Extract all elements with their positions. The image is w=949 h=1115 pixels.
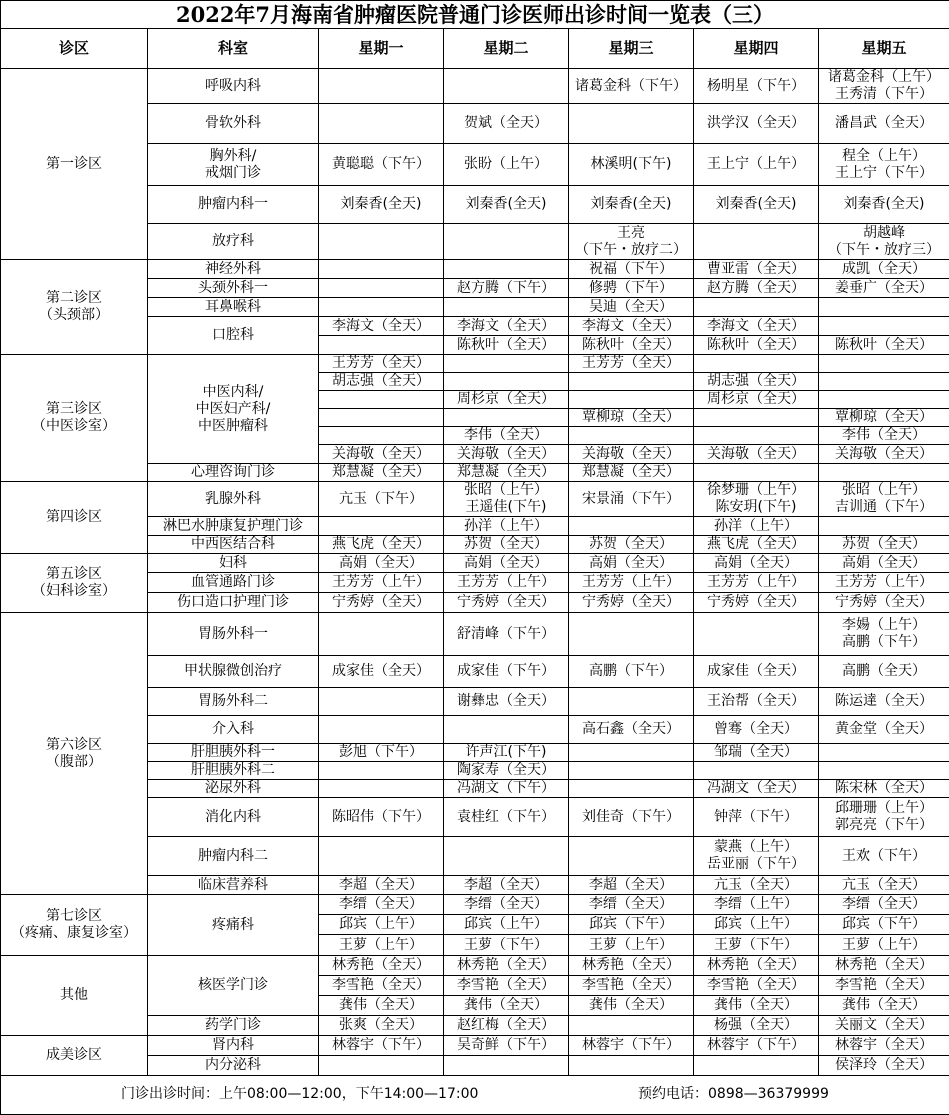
schedule-cell-mon: 林蓉宇（下午） (319, 1036, 444, 1056)
schedule-cell-fri: 关丽文（全天） (819, 1016, 949, 1036)
schedule-cell-mon: 王芳芳（上午） (319, 573, 444, 593)
schedule-cell-thu: 邱宾（上午） (694, 915, 819, 935)
dept-cell: 疼痛科 (148, 895, 319, 956)
dept-cell: 药学门诊 (148, 1016, 319, 1036)
schedule-cell-wed: 高鹏（下午） (569, 656, 694, 688)
schedule-cell-thu: 周杉京（全天） (694, 391, 819, 409)
table-row (1, 355, 949, 373)
schedule-cell-mon (319, 837, 444, 876)
schedule-cell-fri: 高鹏（全天） (819, 656, 949, 688)
schedule-cell-wed: 诸葛金科（下午） (569, 69, 694, 104)
table-row (1, 956, 949, 976)
table-row (1, 69, 949, 104)
schedule-cell-wed (569, 1056, 694, 1076)
dept-cell: 乳腺外科 (148, 482, 319, 517)
schedule-cell-fri: 李婸（上午） 高鹏（下午） (819, 613, 949, 656)
schedule-cell-mon: 成家佳（全天） (319, 656, 444, 688)
dept-cell: 骨软外科 (148, 104, 319, 144)
schedule-cell-fri (819, 373, 949, 391)
schedule-cell-tue: 谢彝忠（全天） (444, 688, 569, 716)
schedule-cell-mon (319, 409, 444, 427)
schedule-cell-wed: 李超（全天） (569, 876, 694, 895)
schedule-cell-fri: 姜垂广（全天） (819, 279, 949, 298)
schedule-cell-wed (569, 517, 694, 536)
header-dept: 科室 (148, 29, 319, 69)
zone-cell: 成美诊区 (1, 1036, 148, 1076)
schedule-cell-fri: 黄金堂（全天） (819, 716, 949, 744)
footer-row (1, 1076, 949, 1115)
schedule-cell-thu (694, 355, 819, 373)
dept-cell: 口腔科 (148, 317, 319, 355)
dept-cell: 甲状腺微创治疗 (148, 656, 319, 688)
schedule-cell-thu: 高娟（全天） (694, 554, 819, 573)
schedule-cell-wed: 龚伟（全天） (569, 996, 694, 1016)
schedule-cell-mon: 林秀艳（全天） (319, 956, 444, 976)
schedule-cell-thu: 刘秦香(全天) (694, 186, 819, 224)
schedule-cell-wed: 邱宾（下午） (569, 915, 694, 935)
zone-cell: 第三诊区 （中医诊室） (1, 355, 148, 482)
schedule-cell-tue: 李雪艳（全天） (444, 976, 569, 996)
schedule-cell-mon: 郑慧凝（全天） (319, 464, 444, 482)
schedule-cell-wed (569, 688, 694, 716)
dept-cell: 肿瘤内科一 (148, 186, 319, 224)
dept-cell: 胸外科/ 戒烟门诊 (148, 144, 319, 186)
schedule-cell-wed: 吴迪（全天） (569, 298, 694, 317)
header-day-tue: 星期二 (444, 29, 569, 69)
schedule-cell-fri: 程全（上午） 王上宁（下午） (819, 144, 949, 186)
schedule-cell-mon: 李雪艳（全天） (319, 976, 444, 996)
schedule-cell-mon: 王萝（上午） (319, 935, 444, 956)
schedule-cell-fri: 张昭（上午） 吉训通（下午） (819, 482, 949, 517)
schedule-cell-wed: 覃柳琼（全天） (569, 409, 694, 427)
zone-cell: 第五诊区 （妇科诊室） (1, 554, 148, 613)
dept-cell: 临床营养科 (148, 876, 319, 895)
schedule-cell-mon (319, 517, 444, 536)
schedule-cell-fri: 林秀艳（全天） (819, 956, 949, 976)
schedule-cell-tue (444, 224, 569, 260)
schedule-cell-tue: 许声江(下午) (444, 744, 569, 762)
schedule-cell-tue: 舒清峰（下午） (444, 613, 569, 656)
schedule-cell-wed (569, 427, 694, 445)
dept-cell: 中医内科/ 中医妇产科/ 中医肿瘤科 (148, 355, 319, 464)
schedule-cell-fri: 李雪艳（全天） (819, 976, 949, 996)
schedule-cell-tue: 邱宾（上午） (444, 915, 569, 935)
schedule-cell-thu: 邹瑞（全天） (694, 744, 819, 762)
table-row (1, 613, 949, 656)
schedule-cell-tue: 郑慧凝（全天） (444, 464, 569, 482)
schedule-cell-thu: 林蓉宇（下午） (694, 1036, 819, 1056)
schedule-cell-tue (444, 837, 569, 876)
zone-cell: 第七诊区 （疼痛、康复诊室） (1, 895, 148, 956)
schedule-cell-thu: 成家佳（全天） (694, 656, 819, 688)
schedule-cell-mon (319, 69, 444, 104)
schedule-cell-mon: 王芳芳（全天） (319, 355, 444, 373)
schedule-cell-wed: 王亮 （下午・放疗二） (569, 224, 694, 260)
schedule-cell-tue (444, 260, 569, 279)
schedule-cell-tue: 李伟（全天） (444, 427, 569, 445)
schedule-cell-thu (694, 224, 819, 260)
schedule-cell-mon: 张爽（全天） (319, 1016, 444, 1036)
schedule-cell-wed: 刘佳奇（下午） (569, 798, 694, 837)
schedule-cell-thu (694, 409, 819, 427)
title-row (1, 1, 949, 29)
dept-cell: 心理咨询门诊 (148, 464, 319, 482)
schedule-cell-tue: 贺斌（全天） (444, 104, 569, 144)
schedule-cell-wed: 李缙（全天） (569, 895, 694, 915)
schedule-cell-wed (569, 1016, 694, 1036)
zone-cell: 第六诊区 （腹部） (1, 613, 148, 895)
schedule-cell-tue: 关海敬（全天） (444, 445, 569, 464)
schedule-cell-mon: 陈昭伟（下午） (319, 798, 444, 837)
clinic-hours: 门诊出诊时间：上午08:00—12:00，下午14:00—17:00 (121, 1086, 479, 1102)
schedule-cell-thu: 燕飞虎（全天） (694, 536, 819, 554)
schedule-cell-tue (444, 716, 569, 744)
schedule-cell-thu: 李缙（上午） (694, 895, 819, 915)
dept-cell: 中西医结合科 (148, 536, 319, 554)
schedule-cell-tue: 周杉京（全天） (444, 391, 569, 409)
schedule-cell-fri: 关海敬（全天） (819, 445, 949, 464)
schedule-cell-wed (569, 391, 694, 409)
schedule-cell-fri: 林蓉宇（全天） (819, 1036, 949, 1056)
schedule-cell-wed: 王芳芳（全天） (569, 355, 694, 373)
dept-cell: 核医学门诊 (148, 956, 319, 1016)
header-day-thu: 星期四 (694, 29, 819, 69)
schedule-cell-wed (569, 744, 694, 762)
schedule-cell-thu: 杨强（全天） (694, 1016, 819, 1036)
zone-cell: 其他 (1, 956, 148, 1036)
schedule-cell-thu: 王上宁（上午） (694, 144, 819, 186)
schedule-cell-tue: 李缙（全天） (444, 895, 569, 915)
schedule-cell-thu: 钟萍（下午） (694, 798, 819, 837)
schedule-cell-mon: 燕飞虎（全天） (319, 536, 444, 554)
schedule-cell-mon (319, 104, 444, 144)
schedule-cell-thu: 李雪艳（全天） (694, 976, 819, 996)
schedule-cell-mon: 高娟（全天） (319, 554, 444, 573)
schedule-cell-wed: 祝福（下午） (569, 260, 694, 279)
schedule-cell-thu (694, 1056, 819, 1076)
schedule-cell-fri: 亢玉（全天） (819, 876, 949, 895)
schedule-cell-wed (569, 613, 694, 656)
schedule-cell-wed: 王萝（上午） (569, 935, 694, 956)
schedule-cell-mon (319, 716, 444, 744)
schedule-cell-thu: 李海文（全天） (694, 317, 819, 336)
dept-cell: 肝胆胰外科二 (148, 762, 319, 780)
schedule-cell-fri: 陈秋叶（全天） (819, 336, 949, 355)
schedule-cell-tue: 张昭（上午） 王遥佳(下午) (444, 482, 569, 517)
schedule-cell-tue: 苏贺（全天） (444, 536, 569, 554)
schedule-cell-thu: 赵方腾（全天） (694, 279, 819, 298)
schedule-cell-thu: 林秀艳（全天） (694, 956, 819, 976)
schedule-cell-mon: 龚伟（全天） (319, 996, 444, 1016)
schedule-cell-wed: 林蓉宇（下午） (569, 1036, 694, 1056)
page-title: 2022年7月海南省肿瘤医院普通门诊医师出诊时间一览表（三） (1, 1, 949, 29)
schedule-cell-tue: 李超（全天） (444, 876, 569, 895)
dept-cell: 内分泌科 (148, 1056, 319, 1076)
schedule-cell-thu: 宁秀婷（全天） (694, 593, 819, 613)
zone-cell: 第四诊区 (1, 482, 148, 554)
schedule-cell-thu: 杨明星（下午） (694, 69, 819, 104)
schedule-cell-mon: 邱宾（上午） (319, 915, 444, 935)
schedule-cell-mon (319, 688, 444, 716)
schedule-cell-fri: 诸葛金科（上午） 王秀清（下午） (819, 69, 949, 104)
table-row (1, 895, 949, 915)
schedule-cell-thu: 王萝（下午） (694, 935, 819, 956)
schedule-cell-thu: 王治帮（全天） (694, 688, 819, 716)
schedule-cell-mon (319, 260, 444, 279)
schedule-cell-fri (819, 762, 949, 780)
schedule-cell-mon (319, 762, 444, 780)
schedule-cell-wed: 宋景涌（下午） (569, 482, 694, 517)
schedule-cell-mon: 亢玉（下午） (319, 482, 444, 517)
schedule-cell-thu: 陈秋叶（全天） (694, 336, 819, 355)
schedule-cell-wed: 王芳芳（上午） (569, 573, 694, 593)
schedule-cell-wed: 李雪艳（全天） (569, 976, 694, 996)
schedule-cell-tue: 李海文（全天） (444, 317, 569, 336)
schedule-cell-fri: 邱宾（下午） (819, 915, 949, 935)
header-row (1, 29, 949, 69)
schedule-cell-thu: 徐梦珊（上午） 陈安玥(下午) (694, 482, 819, 517)
schedule-cell-fri (819, 744, 949, 762)
schedule-cell-thu: 孙洋（上午） (694, 517, 819, 536)
schedule-cell-wed (569, 373, 694, 391)
dept-cell: 放疗科 (148, 224, 319, 260)
table-row (1, 260, 949, 279)
schedule-cell-fri: 李缙（全天） (819, 895, 949, 915)
schedule-cell-tue: 高娟（全天） (444, 554, 569, 573)
schedule-cell-mon: 彭旭（下午） (319, 744, 444, 762)
booking-phone: 预约电话：0898—36379999 (638, 1086, 829, 1102)
header-day-fri: 星期五 (819, 29, 949, 69)
dept-cell: 肿瘤内科二 (148, 837, 319, 876)
schedule-cell-wed: 苏贺（全天） (569, 536, 694, 554)
schedule-cell-wed: 修骋（下午） (569, 279, 694, 298)
schedule-cell-thu (694, 464, 819, 482)
schedule-cell-tue: 王萝（下午） (444, 935, 569, 956)
table-row (1, 554, 949, 573)
header-day-mon: 星期一 (319, 29, 444, 69)
schedule-cell-fri: 李伟（全天） (819, 427, 949, 445)
schedule-cell-fri (819, 464, 949, 482)
dept-cell: 伤口造口护理门诊 (148, 593, 319, 613)
schedule-cell-fri (819, 355, 949, 373)
schedule-cell-mon: 李超（全天） (319, 876, 444, 895)
schedule-cell-thu: 曹亚雷（全天） (694, 260, 819, 279)
schedule-cell-thu (694, 298, 819, 317)
dept-cell: 淋巴水肿康复护理门诊 (148, 517, 319, 536)
schedule-cell-wed: 林秀艳（全天） (569, 956, 694, 976)
zone-cell: 第二诊区 （头颈部） (1, 260, 148, 355)
schedule-cell-tue: 成家佳（下午） (444, 656, 569, 688)
schedule-cell-wed: 林溪明(下午) (569, 144, 694, 186)
schedule-cell-fri: 苏贺（全天） (819, 536, 949, 554)
schedule-cell-tue (444, 409, 569, 427)
schedule-cell-mon: 关海敬（全天） (319, 445, 444, 464)
schedule-body (1, 69, 949, 1076)
table-row (1, 1036, 949, 1056)
schedule-cell-mon (319, 427, 444, 445)
schedule-cell-thu: 王芳芳（上午） (694, 573, 819, 593)
schedule-cell-wed: 宁秀婷（全天） (569, 593, 694, 613)
schedule-cell-thu (694, 613, 819, 656)
schedule-cell-wed: 刘秦香(全天) (569, 186, 694, 224)
schedule-cell-wed: 高娟（全天） (569, 554, 694, 573)
schedule-cell-tue (444, 373, 569, 391)
schedule-cell-wed (569, 762, 694, 780)
schedule-cell-mon (319, 279, 444, 298)
schedule-cell-fri (819, 517, 949, 536)
schedule-cell-tue: 冯湖文（下午） (444, 780, 569, 798)
schedule-cell-fri: 潘昌武（全天） (819, 104, 949, 144)
schedule-cell-fri: 王萝（上午） (819, 935, 949, 956)
dept-cell: 神经外科 (148, 260, 319, 279)
schedule-cell-thu: 胡志强（全天） (694, 373, 819, 391)
dept-cell: 妇科 (148, 554, 319, 573)
schedule-cell-tue: 宁秀婷（全天） (444, 593, 569, 613)
schedule-cell-mon (319, 613, 444, 656)
dept-cell: 血管通路门诊 (148, 573, 319, 593)
schedule-cell-fri: 成凯（全天） (819, 260, 949, 279)
dept-cell: 头颈外科一 (148, 279, 319, 298)
schedule-cell-fri (819, 391, 949, 409)
schedule-cell-tue: 赵红梅（全天） (444, 1016, 569, 1036)
schedule-cell-fri: 陈运達（全天） (819, 688, 949, 716)
schedule-cell-thu: 曾骞（全天） (694, 716, 819, 744)
schedule-cell-fri: 陈宋林（全天） (819, 780, 949, 798)
schedule-cell-fri: 高娟（全天） (819, 554, 949, 573)
footer (1, 1076, 949, 1115)
schedule-cell-tue (444, 69, 569, 104)
schedule-cell-thu: 洪学汉（全天） (694, 104, 819, 144)
schedule-cell-fri (819, 317, 949, 336)
schedule-cell-fri (819, 298, 949, 317)
schedule-cell-mon (319, 336, 444, 355)
dept-cell: 呼吸内科 (148, 69, 319, 104)
schedule-cell-mon: 黄聪聪（下午） (319, 144, 444, 186)
schedule-cell-mon: 李海文（全天） (319, 317, 444, 336)
schedule-cell-tue: 袁桂红（下午） (444, 798, 569, 837)
schedule-cell-tue: 林秀艳（全天） (444, 956, 569, 976)
schedule-cell-mon (319, 1056, 444, 1076)
schedule-cell-tue: 陶家寿（全天） (444, 762, 569, 780)
schedule-cell-fri: 龚伟（全天） (819, 996, 949, 1016)
schedule-cell-mon: 宁秀婷（全天） (319, 593, 444, 613)
schedule-cell-fri: 王欢（下午） (819, 837, 949, 876)
schedule-cell-wed: 郑慧凝（全天） (569, 464, 694, 482)
schedule-cell-thu: 蒙燕（上午） 岳亚丽（下午） (694, 837, 819, 876)
schedule-cell-tue: 孙洋（上午） (444, 517, 569, 536)
schedule-cell-thu: 关海敬（全天） (694, 445, 819, 464)
schedule-cell-tue: 陈秋叶（全天） (444, 336, 569, 355)
schedule-cell-fri: 王芳芳（上午） (819, 573, 949, 593)
schedule-cell-wed (569, 837, 694, 876)
dept-cell: 泌尿外科 (148, 780, 319, 798)
schedule-cell-mon (319, 780, 444, 798)
schedule-cell-fri: 胡越峰 （下午・放疗三） (819, 224, 949, 260)
schedule-cell-tue: 龚伟（全天） (444, 996, 569, 1016)
schedule-cell-wed: 高石鑫（全天） (569, 716, 694, 744)
schedule-cell-tue (444, 298, 569, 317)
schedule-cell-tue: 王芳芳（上午） (444, 573, 569, 593)
schedule-cell-tue: 赵方腾（下午） (444, 279, 569, 298)
schedule-cell-fri: 覃柳琼（全天） (819, 409, 949, 427)
schedule-cell-wed: 陈秋叶（全天） (569, 336, 694, 355)
zone-cell: 第一诊区 (1, 69, 148, 260)
schedule-cell-wed: 李海文（全天） (569, 317, 694, 336)
schedule-cell-fri: 侯泽玲（全天） (819, 1056, 949, 1076)
schedule-cell-mon: 李缙（全天） (319, 895, 444, 915)
schedule-cell-thu: 龚伟（全天） (694, 996, 819, 1016)
schedule-cell-thu: 冯湖文（全天） (694, 780, 819, 798)
schedule-cell-tue: 张盼（上午） (444, 144, 569, 186)
schedule-cell-mon (319, 298, 444, 317)
schedule-cell-thu: 亢玉（全天） (694, 876, 819, 895)
schedule-cell-tue (444, 1056, 569, 1076)
dept-cell: 胃肠外科一 (148, 613, 319, 656)
schedule-cell-tue: 刘秦香(全天) (444, 186, 569, 224)
schedule-cell-thu (694, 427, 819, 445)
schedule-cell-mon: 刘秦香(全天) (319, 186, 444, 224)
schedule-cell-mon (319, 224, 444, 260)
schedule-cell-mon: 胡志强（全天） (319, 373, 444, 391)
dept-cell: 肝胆胰外科一 (148, 744, 319, 762)
dept-cell: 介入科 (148, 716, 319, 744)
schedule-cell-tue (444, 355, 569, 373)
dept-cell: 消化内科 (148, 798, 319, 837)
schedule-cell-thu (694, 762, 819, 780)
dept-cell: 耳鼻喉科 (148, 298, 319, 317)
table-row (1, 482, 949, 517)
schedule-cell-wed (569, 104, 694, 144)
schedule-cell-tue: 吴奇鲜（下午） (444, 1036, 569, 1056)
dept-cell: 胃肠外科二 (148, 688, 319, 716)
schedule-cell-mon (319, 391, 444, 409)
schedule-cell-fri: 宁秀婷（全天） (819, 593, 949, 613)
footer-content (1, 1076, 949, 1114)
schedule-cell-fri: 刘秦香(全天) (819, 186, 949, 224)
schedule-cell-wed (569, 780, 694, 798)
header-day-wed: 星期三 (569, 29, 694, 69)
header-zone: 诊区 (1, 29, 148, 69)
schedule-cell-fri: 邱珊珊（上午） 郭亮亮（下午） (819, 798, 949, 837)
dept-cell: 肾内科 (148, 1036, 319, 1056)
schedule-cell-wed: 关海敬（全天） (569, 445, 694, 464)
